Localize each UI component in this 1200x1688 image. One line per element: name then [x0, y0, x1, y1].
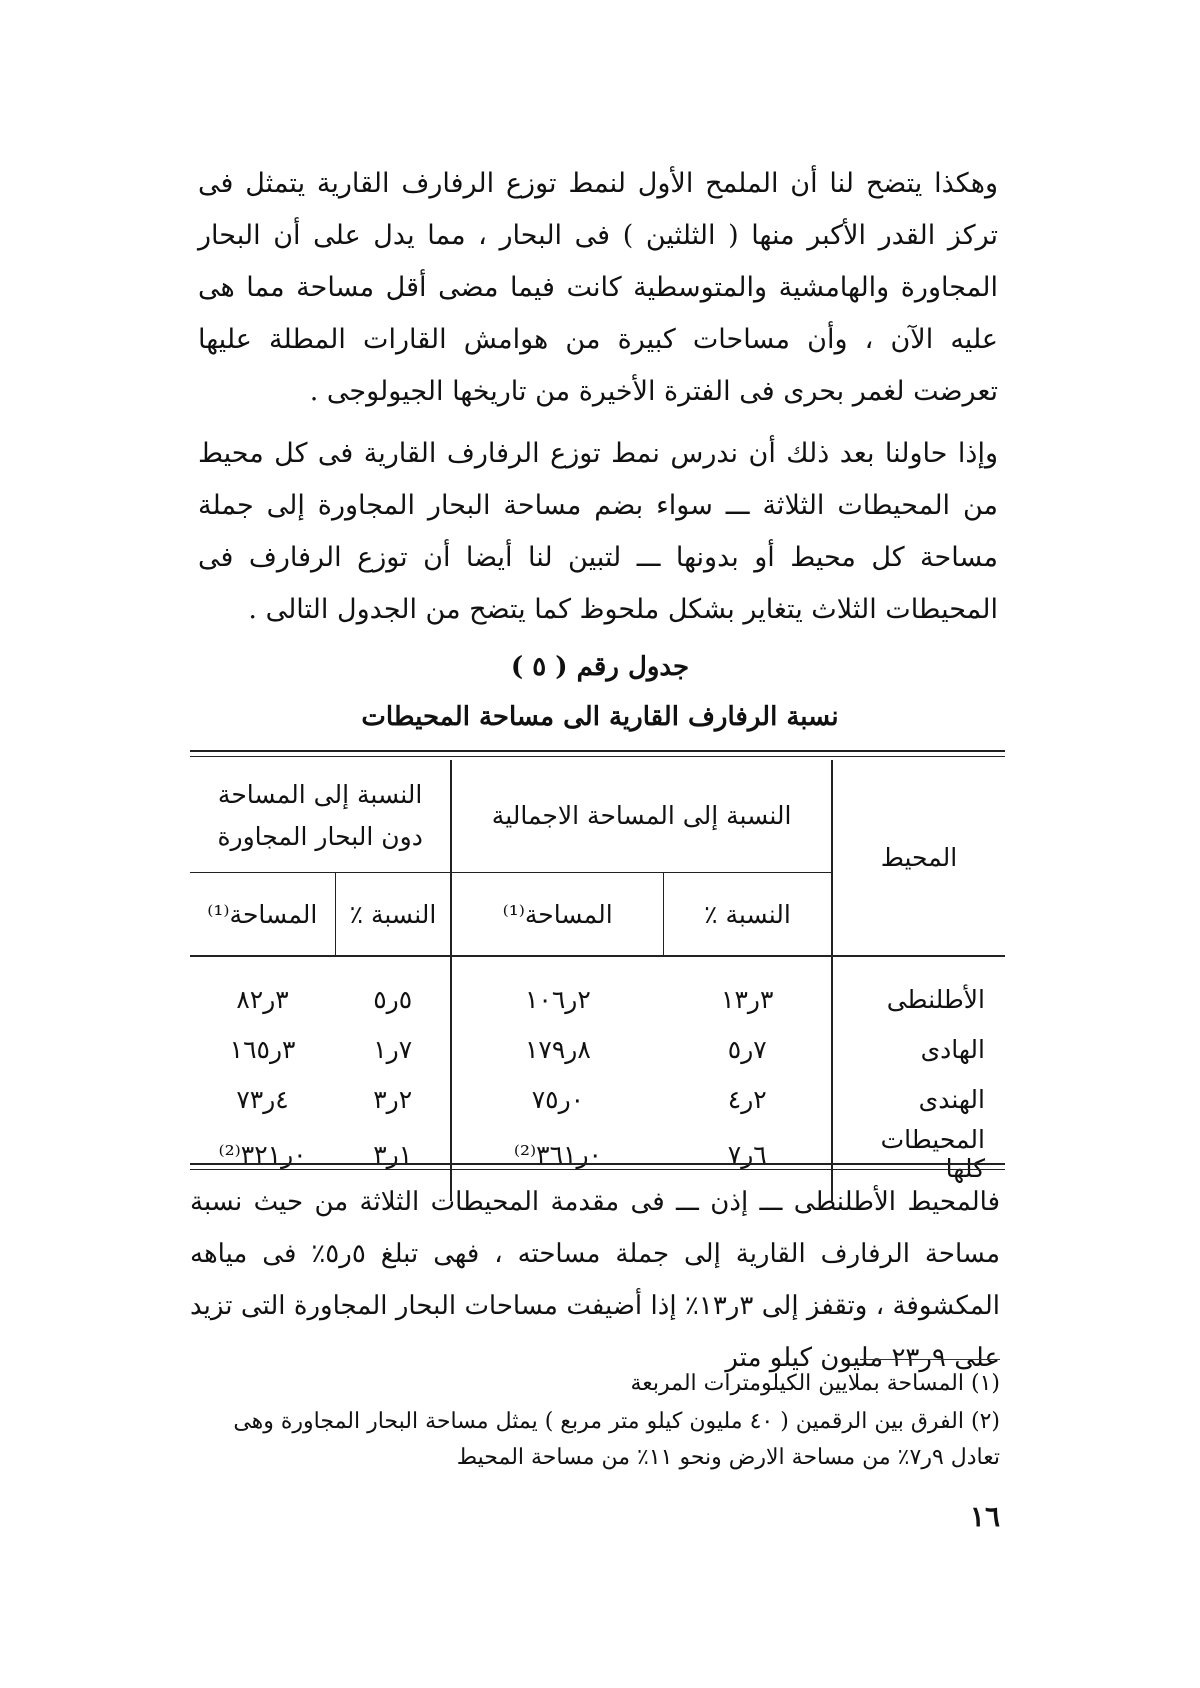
row-pct-total: ٦ر٧ [727, 1139, 767, 1169]
header-without-line2: دون البحار المجاورة [217, 822, 423, 851]
footnote-separator [860, 1359, 1000, 1360]
row-pct-total: ٢ر٤ [727, 1084, 767, 1114]
table-bottom-rule-thin [190, 1169, 1005, 1170]
subheader-percent-without: النسبة ٪ [335, 873, 451, 957]
row-area-total: ٨ر١٧٩ [451, 1024, 663, 1074]
header-without-line1: النسبة إلى المساحة [217, 780, 423, 809]
row-area-without: ٠ر٣٢١⁽²⁾ [218, 1139, 307, 1169]
table-top-rule [190, 750, 1005, 752]
row-pct-without: ٧ر١ [373, 1034, 413, 1064]
paragraph-2: وإذا حاولنا بعد ذلك أن ندرس نمط توزع الرفارف القارية فى كل محيط من المحيطات الثلاثة ـــ سواء بضم مساحة البحار المجاورة إلى جملة مساحة كل محيط أو بدونها ـــ لتبين لنا أيضا أن توزع الرفارف فى المحيطات الثلاث يتغاير بشكل ملحوظ كما يتضح من الجدول التالى . [198, 438, 998, 625]
table-bottom-rule [190, 1163, 1005, 1165]
row-pct-without: ٥ر٥ [373, 984, 413, 1014]
row-ocean: الهادى [832, 1024, 1005, 1074]
subheader-area-without: المساحة⁽¹⁾ [190, 873, 335, 957]
header-ocean: المحيط [832, 760, 1005, 956]
footnote-2: (٢) الفرق بين الرقمين ( ٤٠ مليون كيلو متر مربع ) يمثل مساحة البحار المجاورة وهى تعادل ٩ر٧٪ من مساحة الارض ونحو ١١٪ من مساحة المحيط [233, 1409, 1000, 1470]
table-title: نسبة الرفارف القارية الى مساحة المحيطات [361, 702, 839, 732]
row-area-total: ٠ر٧٥ [451, 1074, 663, 1124]
page-number: ١٦ [969, 1500, 1000, 1533]
row-pct-without: ٢ر٣ [373, 1084, 413, 1114]
table-row [190, 1074, 1005, 1124]
row-ocean: الأطلنطى [832, 956, 1005, 1024]
paragraph-3: فالمحيط الأطلنطى ـــ إذن ـــ فى مقدمة المحيطات الثلاثة من حيث نسبة مساحة الرفارف القارية إلى جملة مساحته ، فهى تبلغ ٥ر٥٪ فى مياهه المكشوفة ، وتقفز إلى ٣ر١٣٪ إذا أضيفت مساحات البحار المجاورة التى تزيد على ٩ر٢٣ مليون كيلو متر [190, 1187, 1000, 1373]
table-top-rule-thin [190, 756, 1005, 757]
row-pct-without: ١ر٣ [373, 1139, 413, 1169]
header-total-area: النسبة إلى المساحة الاجمالية [451, 760, 832, 873]
footnote-1: (١) المساحة بملايين الكيلومترات المربعة [630, 1371, 1000, 1396]
table-row [190, 956, 1005, 1024]
paragraph-1: وهكذا يتضح لنا أن الملمح الأول لنمط توزع الرفارف القارية يتمثل فى تركز القدر الأكبر منها ( الثلثين ) فى البحار ، مما يدل على أن البحار المجاورة والهامشية والمتوسطية كانت فيما مضى أقل مساحة مما هى عليه الآن ، وأن مساحات كبيرة من هوامش القارات المطلة عليها تعرضت لغمر بحرى فى الفترة الأخيرة من تاريخها الجيولوجى . [198, 168, 998, 407]
subheader-area-total: المساحة⁽¹⁾ [451, 873, 663, 957]
row-ocean: المحيطات كلها [832, 1124, 1005, 1201]
table-caption: جدول رقم ( ٥ ) [510, 652, 690, 682]
table-row [190, 1024, 1005, 1074]
row-area-total: ٠ر٣٦١⁽²⁾ [451, 1124, 663, 1201]
shelf-ratio-table [190, 760, 1005, 1201]
row-area-total: ٢ر١٠٦ [451, 956, 663, 1024]
header-without-seas [190, 760, 451, 873]
row-pct-total: ٣ر١٣ [721, 984, 774, 1014]
row-area-without: ٤ر٧٣ [236, 1084, 289, 1114]
row-area-without: ٣ر٨٢ [236, 984, 289, 1014]
row-pct-total: ٧ر٥ [727, 1034, 767, 1064]
subheader-percent-total: النسبة ٪ [663, 873, 832, 957]
row-ocean: الهندى [832, 1074, 1005, 1124]
row-area-without: ٣ر١٦٥ [229, 1034, 296, 1064]
